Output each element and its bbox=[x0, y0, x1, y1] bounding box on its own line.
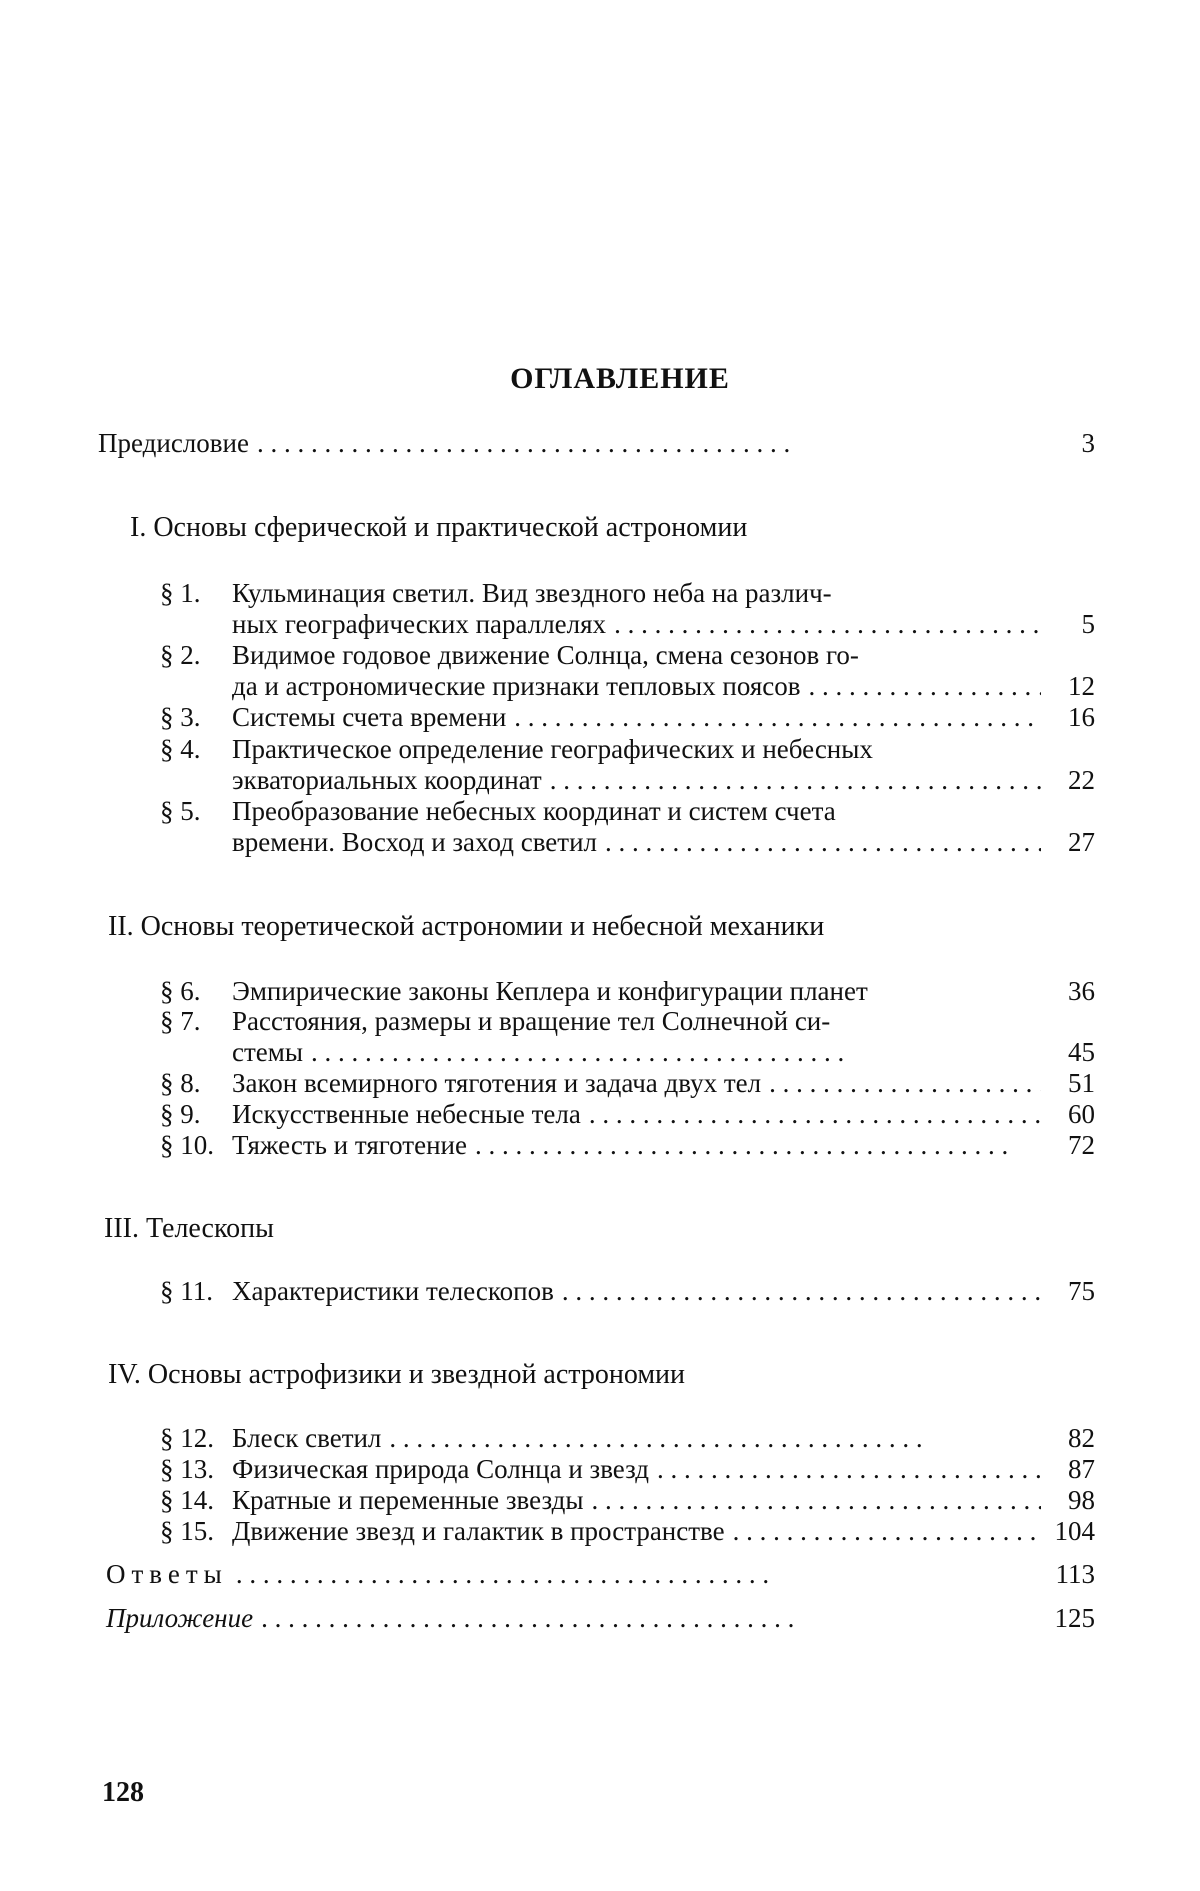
entry-title-line: Эмпирические законы Кеплера и конфигурации планет bbox=[232, 976, 868, 1006]
chapter-3-title[interactable]: III. Телескопы bbox=[104, 1213, 274, 1244]
entry-page-number: 75 bbox=[1068, 1276, 1095, 1306]
entry-title-line: времени. Восход и заход светил bbox=[232, 827, 598, 857]
dot-leader bbox=[606, 609, 1041, 640]
section-number: § 10. bbox=[160, 1130, 214, 1160]
section-number: § 1. bbox=[160, 578, 201, 608]
section-number: § 8. bbox=[160, 1068, 201, 1098]
toc-entry-section-1[interactable] bbox=[160, 578, 1095, 640]
toc-entry-section-9[interactable] bbox=[160, 1099, 1095, 1130]
section-number: § 11. bbox=[160, 1276, 213, 1306]
entry-page-number: 60 bbox=[1068, 1099, 1095, 1129]
entry-title-line: Закон всемирного тяготения и задача двух тел bbox=[232, 1068, 762, 1098]
dot-leader bbox=[542, 765, 1041, 796]
section-number: § 9. bbox=[160, 1099, 201, 1129]
toc-heading: ОГЛАВЛЕНИЕ bbox=[510, 362, 730, 395]
dot-leader bbox=[597, 827, 1041, 858]
entry-title-line: Кратные и переменные звезды bbox=[232, 1485, 584, 1515]
section-number: § 12. bbox=[160, 1423, 214, 1453]
entry-title-line: Практическое определение географических и небесных bbox=[232, 734, 873, 764]
section-number: § 5. bbox=[160, 796, 201, 826]
entry-page-number: 125 bbox=[1054, 1603, 1095, 1633]
dot-leader bbox=[303, 1037, 1041, 1068]
entry-title-line: Кульминация светил. Вид звездного неба на различ- bbox=[232, 578, 832, 608]
entry-title-line: Преобразование небесных координат и систем счета bbox=[232, 796, 836, 826]
entry-page-number: 51 bbox=[1068, 1068, 1095, 1098]
section-number: § 13. bbox=[160, 1454, 214, 1484]
section-number: § 2. bbox=[160, 640, 201, 670]
entry-title-line: Расстояния, размеры и вращение тел Солнечной си- bbox=[232, 1006, 831, 1036]
entry-title-line: экваториальных координат bbox=[232, 765, 542, 795]
dot-leader bbox=[228, 1559, 1041, 1590]
dot-leader bbox=[801, 671, 1041, 702]
page-number: 128 bbox=[102, 1777, 144, 1808]
section-number: § 6. bbox=[160, 976, 201, 1006]
entry-title-line: Системы счета времени bbox=[232, 702, 507, 732]
dot-leader bbox=[581, 1099, 1041, 1130]
entry-title-line: Характеристики телескопов bbox=[232, 1276, 554, 1306]
toc-entry-section-14[interactable] bbox=[160, 1485, 1095, 1516]
toc-entry-section-12[interactable] bbox=[160, 1423, 1095, 1454]
chapter-4-title[interactable]: IV. Основы астрофизики и звездной астрономии bbox=[108, 1359, 686, 1390]
dot-leader bbox=[554, 1276, 1041, 1307]
entry-title-line: ных географических параллелях bbox=[232, 609, 607, 639]
entry-page-number: 16 bbox=[1068, 702, 1095, 732]
toc-entry-section-10[interactable] bbox=[160, 1130, 1095, 1161]
entry-title-line: Блеск светил bbox=[232, 1423, 382, 1453]
entry-page-number: 104 bbox=[1054, 1516, 1095, 1546]
section-number: § 15. bbox=[160, 1516, 214, 1546]
entry-title-line: стемы bbox=[232, 1037, 303, 1067]
section-number: § 14. bbox=[160, 1485, 214, 1515]
dot-leader bbox=[761, 1068, 1041, 1099]
chapter-2-title[interactable]: II. Основы теоретической астрономии и небесной механики bbox=[108, 911, 825, 942]
entry-page-number: 45 bbox=[1068, 1037, 1095, 1067]
toc-entry-section-3[interactable] bbox=[160, 702, 1095, 733]
entry-page-number: 5 bbox=[1081, 609, 1095, 639]
entry-title-line: Движение звезд и галактик в пространстве bbox=[232, 1516, 725, 1546]
dot-leader bbox=[506, 702, 1041, 733]
toc-entry-preface[interactable] bbox=[98, 428, 1095, 459]
entry-page-number: 36 bbox=[1068, 976, 1095, 1006]
entry-title: Предисловие bbox=[98, 428, 249, 458]
entry-page-number: 98 bbox=[1068, 1485, 1095, 1515]
entry-page-number: 87 bbox=[1068, 1454, 1095, 1484]
section-number: § 7. bbox=[160, 1006, 201, 1036]
entry-title-line: Физическая природа Солнца и звезд bbox=[232, 1454, 650, 1484]
entry-page-number: 27 bbox=[1068, 827, 1095, 857]
entry-page-number: 22 bbox=[1068, 765, 1095, 795]
entry-title: Приложение bbox=[106, 1603, 254, 1633]
toc-entry-section-6[interactable] bbox=[160, 976, 1095, 1007]
chapter-1-title[interactable]: I. Основы сферической и практической астрономии bbox=[130, 512, 748, 543]
toc-entry-section-4[interactable] bbox=[160, 734, 1095, 796]
toc-entry-section-13[interactable] bbox=[160, 1454, 1095, 1485]
entry-page-number: 3 bbox=[1081, 428, 1095, 458]
dot-leader bbox=[467, 1130, 1041, 1161]
dot-leader bbox=[249, 428, 1041, 459]
entry-page-number: 12 bbox=[1068, 671, 1095, 701]
entry-page-number: 113 bbox=[1055, 1559, 1095, 1589]
dot-leader bbox=[725, 1516, 1041, 1547]
section-number: § 4. bbox=[160, 734, 201, 764]
toc-entry-section-8[interactable] bbox=[160, 1068, 1095, 1099]
section-number: § 3. bbox=[160, 702, 201, 732]
entry-title-line: да и астрономические признаки тепловых поясов bbox=[232, 671, 801, 701]
toc-entry-section-15[interactable] bbox=[160, 1516, 1095, 1547]
dot-leader bbox=[584, 1485, 1041, 1516]
toc-entry-section-11[interactable] bbox=[160, 1276, 1095, 1307]
toc-entry-appendix[interactable] bbox=[106, 1603, 1095, 1634]
dot-leader bbox=[649, 1454, 1041, 1485]
toc-entry-section-2[interactable] bbox=[160, 640, 1095, 702]
entry-page-number: 82 bbox=[1068, 1423, 1095, 1453]
dot-leader bbox=[253, 1603, 1041, 1634]
dot-leader bbox=[381, 1423, 1041, 1454]
toc-entry-answers[interactable] bbox=[106, 1559, 1095, 1590]
entry-page-number: 72 bbox=[1068, 1130, 1095, 1160]
toc-entry-section-7[interactable] bbox=[160, 1006, 1095, 1068]
entry-title-line: Видимое годовое движение Солнца, смена сезонов го- bbox=[232, 640, 859, 670]
entry-title: Ответы bbox=[106, 1559, 228, 1589]
toc-entry-section-5[interactable] bbox=[160, 796, 1095, 858]
entry-title-line: Тяжесть и тяготение bbox=[232, 1130, 467, 1160]
entry-title-line: Искусственные небесные тела bbox=[232, 1099, 581, 1129]
